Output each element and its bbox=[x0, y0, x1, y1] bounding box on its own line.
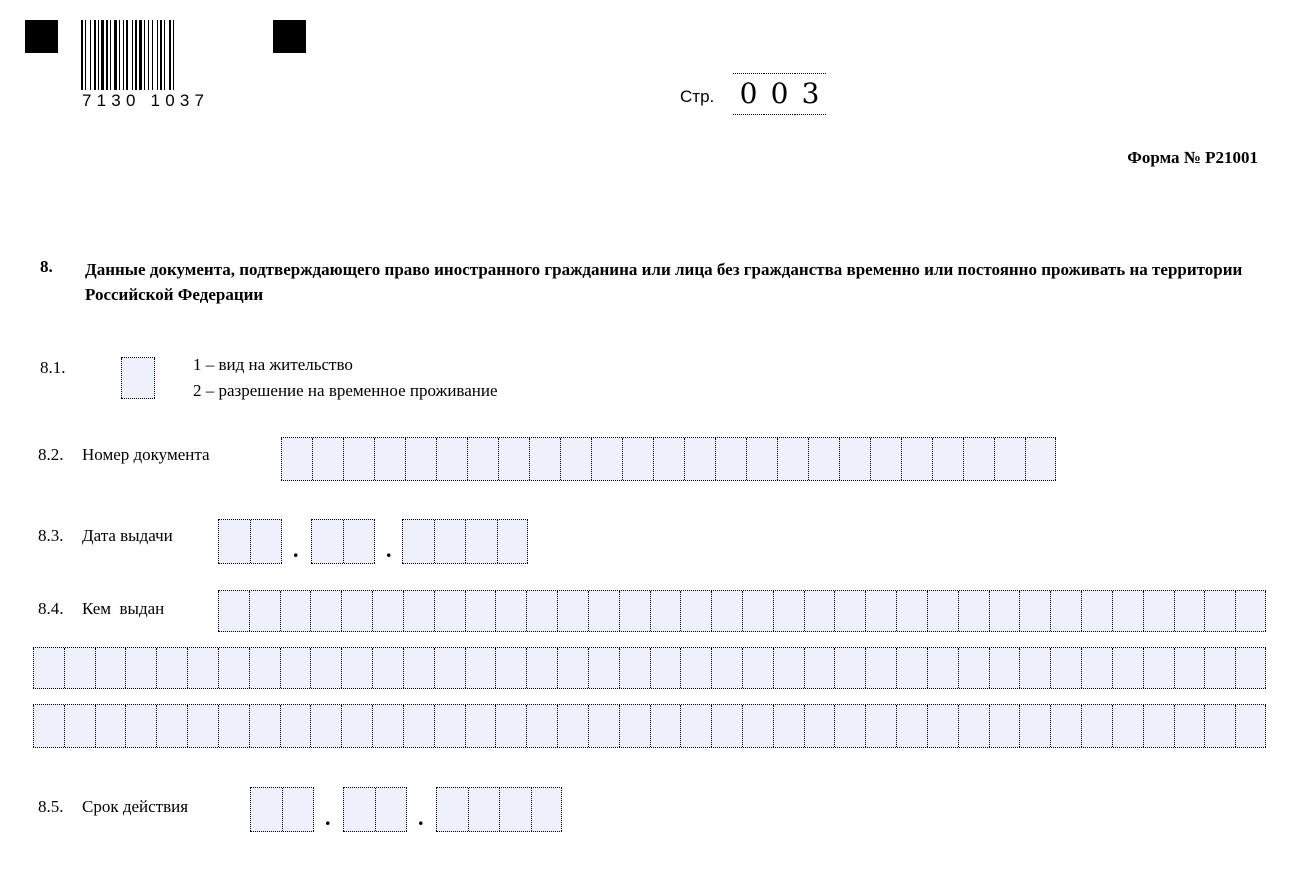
cell-divider bbox=[773, 648, 774, 688]
item-8-1-number: 8.1. bbox=[40, 358, 66, 377]
cell-divider bbox=[1143, 648, 1144, 688]
cell-divider bbox=[896, 648, 897, 688]
barcode-bar bbox=[126, 20, 128, 90]
cell-divider bbox=[777, 438, 778, 480]
cell-divider bbox=[526, 705, 527, 747]
cell-divider bbox=[1174, 648, 1175, 688]
cell-divider bbox=[121, 358, 122, 398]
date-separator: . bbox=[293, 537, 299, 562]
barcode-bar bbox=[114, 20, 117, 90]
barcode-bar bbox=[160, 20, 162, 90]
cell-divider bbox=[680, 648, 681, 688]
cell-divider bbox=[310, 705, 311, 747]
cell-divider bbox=[742, 705, 743, 747]
cell-divider bbox=[341, 648, 342, 688]
cell-divider bbox=[989, 591, 990, 631]
page-digit: 0 bbox=[733, 73, 764, 115]
cell-divider bbox=[218, 591, 219, 631]
cell-divider bbox=[619, 648, 620, 688]
cell-divider bbox=[1204, 648, 1205, 688]
barcode-bar bbox=[123, 20, 124, 90]
cell-divider bbox=[896, 591, 897, 631]
barcode-bar bbox=[98, 20, 99, 90]
cell-divider bbox=[405, 438, 406, 480]
cell-divider bbox=[343, 438, 344, 480]
cell-divider bbox=[250, 788, 251, 831]
cell-divider bbox=[1019, 705, 1020, 747]
cell-divider bbox=[1265, 705, 1266, 747]
section-title: Данные документа, подтверждающего право иностранного гражданина или лица без гражданства временно или постоянно проживать на территории Российской Федерации bbox=[85, 260, 1243, 304]
barcode-bar bbox=[173, 20, 174, 90]
cell-divider bbox=[742, 591, 743, 631]
cell-divider bbox=[374, 520, 375, 563]
cell-divider bbox=[557, 705, 558, 747]
doc-type-option-2: 2 – разрешение на временное проживание bbox=[193, 381, 498, 400]
cell-divider bbox=[588, 648, 589, 688]
doc-type-field[interactable] bbox=[121, 357, 155, 399]
cell-divider bbox=[218, 705, 219, 747]
cell-divider bbox=[249, 591, 250, 631]
cell-divider bbox=[372, 591, 373, 631]
cell-divider bbox=[406, 788, 407, 831]
cell-divider bbox=[963, 438, 964, 480]
section-number: 8. bbox=[40, 257, 53, 276]
cell-divider bbox=[746, 438, 747, 480]
cell-divider bbox=[281, 520, 282, 563]
cell-divider bbox=[650, 705, 651, 747]
doc-number-label: Номер документа bbox=[82, 445, 210, 464]
cell-divider bbox=[773, 591, 774, 631]
cell-divider bbox=[1204, 705, 1205, 747]
cell-divider bbox=[280, 648, 281, 688]
barcode-bar bbox=[139, 20, 142, 90]
cell-divider bbox=[804, 591, 805, 631]
cell-divider bbox=[932, 438, 933, 480]
cell-divider bbox=[927, 591, 928, 631]
cell-divider bbox=[808, 438, 809, 480]
item-8-3-number: 8.3. bbox=[38, 526, 64, 545]
cell-divider bbox=[280, 705, 281, 747]
cell-divider bbox=[465, 705, 466, 747]
cell-divider bbox=[249, 705, 250, 747]
cell-divider bbox=[374, 438, 375, 480]
cell-divider bbox=[64, 648, 65, 688]
validity-year-field[interactable] bbox=[436, 787, 562, 832]
cell-divider bbox=[375, 788, 376, 831]
cell-divider bbox=[187, 648, 188, 688]
cell-divider bbox=[281, 438, 282, 480]
cell-divider bbox=[499, 788, 500, 831]
registration-marker-right bbox=[273, 20, 306, 53]
cell-divider bbox=[125, 705, 126, 747]
cell-divider bbox=[1174, 591, 1175, 631]
issued-by-field-line-2[interactable] bbox=[33, 647, 1266, 689]
cell-divider bbox=[560, 438, 561, 480]
cell-divider bbox=[403, 705, 404, 747]
cell-divider bbox=[865, 591, 866, 631]
cell-divider bbox=[1081, 648, 1082, 688]
cell-divider bbox=[901, 438, 902, 480]
cell-divider bbox=[989, 705, 990, 747]
cell-divider bbox=[465, 520, 466, 563]
cell-divider bbox=[465, 591, 466, 631]
barcode-bar bbox=[152, 20, 153, 90]
cell-divider bbox=[526, 648, 527, 688]
cell-divider bbox=[711, 591, 712, 631]
item-8-4-number: 8.4. bbox=[38, 599, 64, 618]
cell-divider bbox=[958, 705, 959, 747]
cell-divider bbox=[711, 705, 712, 747]
cell-divider bbox=[310, 648, 311, 688]
cell-divider bbox=[434, 648, 435, 688]
cell-divider bbox=[715, 438, 716, 480]
cell-divider bbox=[834, 705, 835, 747]
cell-divider bbox=[1019, 648, 1020, 688]
cell-divider bbox=[994, 438, 995, 480]
cell-divider bbox=[1265, 648, 1266, 688]
issue-date-label: Дата выдачи bbox=[82, 526, 173, 545]
doc-number-field[interactable] bbox=[281, 437, 1056, 481]
cell-divider bbox=[313, 788, 314, 831]
cell-divider bbox=[33, 648, 34, 688]
cell-divider bbox=[1019, 591, 1020, 631]
cell-divider bbox=[619, 705, 620, 747]
cell-divider bbox=[1235, 705, 1236, 747]
barcode-bar bbox=[81, 20, 83, 90]
cell-divider bbox=[1112, 591, 1113, 631]
issue-date-month-field[interactable] bbox=[311, 519, 375, 564]
cell-divider bbox=[436, 788, 437, 831]
cell-divider bbox=[436, 438, 437, 480]
cell-divider bbox=[156, 648, 157, 688]
cell-divider bbox=[865, 648, 866, 688]
validity-day-field[interactable] bbox=[250, 787, 314, 832]
cell-divider bbox=[834, 648, 835, 688]
date-separator: . bbox=[386, 537, 392, 562]
cell-divider bbox=[495, 648, 496, 688]
cell-divider bbox=[531, 788, 532, 831]
cell-divider bbox=[341, 591, 342, 631]
item-8-5-number: 8.5. bbox=[38, 797, 64, 816]
cell-divider bbox=[1112, 648, 1113, 688]
doc-type-option-1: 1 – вид на жительство bbox=[193, 355, 353, 374]
cell-divider bbox=[680, 705, 681, 747]
barcode-bar bbox=[144, 20, 145, 90]
cell-divider bbox=[218, 520, 219, 563]
cell-divider bbox=[1235, 648, 1236, 688]
barcode-digits: 7130 1037 bbox=[82, 91, 210, 110]
cell-divider bbox=[341, 705, 342, 747]
date-separator: . bbox=[325, 805, 331, 830]
item-8-2-number: 8.2. bbox=[38, 445, 64, 464]
barcode-bar bbox=[94, 20, 96, 90]
page-digit: 3 bbox=[795, 73, 826, 115]
cell-divider bbox=[154, 358, 155, 398]
cell-divider bbox=[498, 438, 499, 480]
cell-divider bbox=[989, 648, 990, 688]
cell-divider bbox=[403, 648, 404, 688]
barcode-bar bbox=[101, 20, 104, 90]
cell-divider bbox=[653, 438, 654, 480]
cell-divider bbox=[95, 648, 96, 688]
cell-divider bbox=[742, 648, 743, 688]
cell-divider bbox=[434, 591, 435, 631]
cell-divider bbox=[434, 520, 435, 563]
cell-divider bbox=[958, 648, 959, 688]
cell-divider bbox=[468, 788, 469, 831]
cell-divider bbox=[1025, 438, 1026, 480]
barcode-bar bbox=[90, 20, 91, 90]
barcode-bar bbox=[106, 20, 108, 90]
cell-divider bbox=[591, 438, 592, 480]
cell-divider bbox=[495, 591, 496, 631]
cell-divider bbox=[372, 705, 373, 747]
cell-divider bbox=[711, 648, 712, 688]
barcode-bar bbox=[110, 20, 111, 90]
date-separator: . bbox=[418, 805, 424, 830]
cell-divider bbox=[372, 648, 373, 688]
cell-divider bbox=[619, 591, 620, 631]
barcode bbox=[81, 20, 247, 90]
cell-divider bbox=[497, 520, 498, 563]
cell-divider bbox=[1112, 705, 1113, 747]
cell-divider bbox=[958, 591, 959, 631]
cell-divider bbox=[622, 438, 623, 480]
cell-divider bbox=[839, 438, 840, 480]
cell-divider bbox=[33, 705, 34, 747]
barcode-bar bbox=[148, 20, 149, 90]
cell-divider bbox=[218, 648, 219, 688]
issued-by-label: Кем выдан bbox=[82, 599, 165, 618]
cell-divider bbox=[156, 705, 157, 747]
cell-divider bbox=[527, 520, 528, 563]
cell-divider bbox=[870, 438, 871, 480]
barcode-bar bbox=[164, 20, 165, 90]
cell-divider bbox=[1050, 705, 1051, 747]
cell-divider bbox=[804, 648, 805, 688]
cell-divider bbox=[280, 591, 281, 631]
issue-date-year-field[interactable] bbox=[402, 519, 528, 564]
validity-month-field[interactable] bbox=[343, 787, 407, 832]
cell-divider bbox=[865, 705, 866, 747]
cell-divider bbox=[187, 705, 188, 747]
barcode-bar bbox=[157, 20, 158, 90]
cell-divider bbox=[343, 788, 344, 831]
cell-divider bbox=[312, 438, 313, 480]
cell-divider bbox=[495, 705, 496, 747]
cell-divider bbox=[311, 520, 312, 563]
cell-divider bbox=[650, 648, 651, 688]
cell-divider bbox=[526, 591, 527, 631]
cell-divider bbox=[1204, 591, 1205, 631]
issued-by-field-line-3[interactable] bbox=[33, 704, 1266, 748]
cell-divider bbox=[1143, 705, 1144, 747]
validity-label: Срок действия bbox=[82, 797, 189, 816]
cell-divider bbox=[529, 438, 530, 480]
barcode-bar bbox=[132, 20, 133, 90]
form-number: Форма № Р21001 bbox=[1127, 148, 1258, 167]
cell-divider bbox=[250, 520, 251, 563]
issued-by-field-line-1[interactable] bbox=[218, 590, 1266, 632]
cell-divider bbox=[927, 705, 928, 747]
cell-divider bbox=[465, 648, 466, 688]
issue-date-day-field[interactable] bbox=[218, 519, 282, 564]
cell-divider bbox=[64, 705, 65, 747]
cell-divider bbox=[557, 591, 558, 631]
page-digit: 0 bbox=[764, 73, 795, 115]
cell-divider bbox=[1050, 648, 1051, 688]
cell-divider bbox=[588, 705, 589, 747]
cell-divider bbox=[1055, 438, 1056, 480]
cell-divider bbox=[1174, 705, 1175, 747]
registration-marker-left bbox=[25, 20, 58, 53]
barcode-bar bbox=[135, 20, 137, 90]
cell-divider bbox=[557, 648, 558, 688]
cell-divider bbox=[343, 520, 344, 563]
cell-divider bbox=[927, 648, 928, 688]
cell-divider bbox=[310, 591, 311, 631]
barcode-bar bbox=[169, 20, 171, 90]
cell-divider bbox=[684, 438, 685, 480]
barcode-bar bbox=[85, 20, 86, 90]
cell-divider bbox=[467, 438, 468, 480]
cell-divider bbox=[403, 591, 404, 631]
cell-divider bbox=[1081, 705, 1082, 747]
cell-divider bbox=[650, 591, 651, 631]
barcode-bar bbox=[119, 20, 120, 90]
cell-divider bbox=[561, 788, 562, 831]
cell-divider bbox=[588, 591, 589, 631]
page-label: Стр. bbox=[680, 87, 715, 106]
cell-divider bbox=[1235, 591, 1236, 631]
cell-divider bbox=[1050, 591, 1051, 631]
cell-divider bbox=[896, 705, 897, 747]
cell-divider bbox=[125, 648, 126, 688]
cell-divider bbox=[680, 591, 681, 631]
cell-divider bbox=[402, 520, 403, 563]
cell-divider bbox=[249, 648, 250, 688]
cell-divider bbox=[1143, 591, 1144, 631]
cell-divider bbox=[95, 705, 96, 747]
cell-divider bbox=[282, 788, 283, 831]
cell-divider bbox=[834, 591, 835, 631]
cell-divider bbox=[434, 705, 435, 747]
cell-divider bbox=[804, 705, 805, 747]
cell-divider bbox=[773, 705, 774, 747]
cell-divider bbox=[1265, 591, 1266, 631]
cell-divider bbox=[1081, 591, 1082, 631]
